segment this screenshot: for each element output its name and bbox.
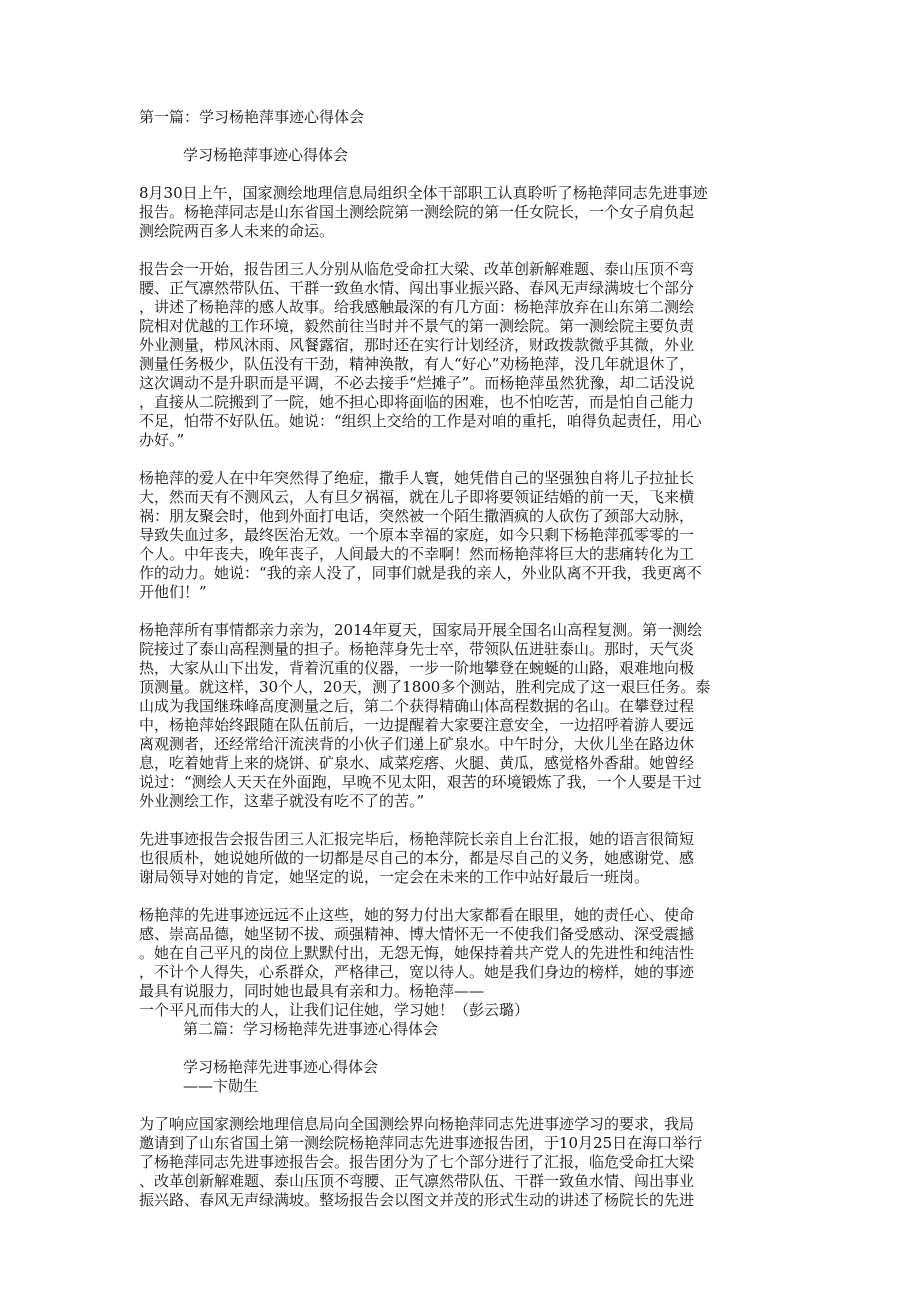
- part1-paragraph-1: [139, 184, 779, 241]
- paragraph-line: 息，吃着她背上来的烧饼、矿泉水、咸菜疙瘩、火腿、黄瓜，感觉格外香甜。她曾经: [139, 754, 695, 772]
- part2-paragraph-1: [139, 1115, 779, 1210]
- paragraph-line: 个人。中年丧夫，晚年丧子，人间最大的不幸啊！然而杨艳萍将巨大的悲痛转化为工: [139, 545, 695, 563]
- paragraph-line: 院接过了泰山高程测量的担子。杨艳萍身先士卒，带领队伍进驻泰山。那时，天气炎: [139, 640, 695, 658]
- paragraph-line: 邀请到了山东省国土第一测绘院杨艳萍同志先进事迹报告团，于10月25日在海口举行: [139, 1134, 703, 1152]
- paragraph-line: 杨艳萍的爱人在中年突然得了绝症，撒手人寰，她凭借自己的坚强独自将儿子拉扯长: [139, 469, 695, 487]
- paragraph-line: 作的动力。她说：“我的亲人没了，同事们就是我的亲人，外业队离不开我，我更离不: [139, 564, 702, 582]
- paragraph-line: 为了响应国家测绘地理信息局向全国测绘界向杨艳萍同志先进事迹学习的要求，我局: [139, 1115, 695, 1133]
- paragraph-line: 测绘院两百多人未来的命运。: [139, 222, 335, 240]
- document-page: [139, 108, 779, 1210]
- paragraph-line: 感、崇高品德，她坚韧不拔、顽强精神、博大情怀无一不使我们备受感动、深受震撼: [139, 925, 695, 943]
- part2-title: 学习杨艳萍先进事迹心得体会: [183, 1058, 379, 1076]
- paragraph-line: 杨艳萍所有事情都亲力亲为，2014年夏天，国家局开展全国名山高程复测。第一测绘: [139, 621, 703, 639]
- paragraph-line: 顶测量。就这样，30个人，20天，测了1800多个测站，胜利完成了这一艰巨任务。泰: [139, 678, 711, 696]
- paragraph-line: 8月30日上午，国家测绘地理信息局组织全体干部职工认真聆听了杨艳萍同志先进事迹: [139, 184, 708, 202]
- paragraph-line: 杨艳萍的先进事迹远远不止这些，她的努力付出大家都看在眼里，她的责任心、使命: [139, 906, 695, 924]
- part1-paragraph-4: [139, 621, 779, 811]
- paragraph-line: 振兴路、春风无声绿满坡。整场报告会以图文并茂的形式生动的讲述了杨院长的先进: [139, 1191, 695, 1209]
- paragraph-line: 中，杨艳萍始终跟随在队伍前后，一边提醒着大家要注意安全，一边招呼着游人要远: [139, 716, 695, 734]
- paragraph-line: ，讲述了杨艳萍的感人故事。给我感触最深的有几方面：杨艳萍放弃在山东第二测绘: [139, 298, 695, 316]
- paragraph-line: 了杨艳萍同志先进事迹报告会。报告团分为了七个部分进行了汇报，临危受命扛大梁: [139, 1153, 695, 1171]
- part1-paragraph-5: [139, 830, 779, 887]
- part1-heading: 第一篇：学习杨艳萍事迹心得体会: [139, 108, 365, 126]
- part2-heading: 第二篇：学习杨艳萍先进事迹心得体会: [183, 1020, 439, 1038]
- paragraph-line: 导致失血过多，最终医治无效。一个原本幸福的家庭，如今只剩下杨艳萍孤零零的一: [139, 526, 695, 544]
- part1-paragraph-2: [139, 260, 779, 450]
- paragraph-line: 开他们！”: [139, 583, 207, 601]
- paragraph-line: 最具有说服力，同时她也最具有亲和力。杨艳萍——: [139, 982, 485, 1000]
- paragraph-line: 祸：朋友聚会时，他到外面打电话，突然被一个陌生撒酒疯的人砍伤了颈部大动脉，: [139, 507, 695, 525]
- paragraph-line: 。她在自己平凡的岗位上默默付出，无怨无悔，她保持着共产党人的先进性和纯洁性: [139, 944, 695, 962]
- paragraph-line: 一个平凡而伟大的人，让我们记住她，学习她！（彭云璐）: [139, 1001, 530, 1019]
- paragraph-line: ，不计个人得失，心系群众，严格律己，宽以待人。她是我们身边的榜样，她的事迹: [139, 963, 695, 981]
- paragraph-line: 说过：“测绘人天天在外面跑，早晚不见太阳，艰苦的环境锻炼了我，一个人要是干过: [139, 773, 702, 791]
- paragraph-line: 先进事迹报告会报告团三人汇报完毕后，杨艳萍院长亲自上台汇报，她的语言很简短: [139, 830, 695, 848]
- paragraph-line: 测量任务极少，队伍没有干劲，精神涣散，有人“好心”劝杨艳萍，没几年就退休了，: [139, 355, 695, 373]
- paragraph-line: 外业测绘工作，这辈子就没有吃不了的苦。”: [139, 792, 425, 810]
- part1-title: 学习杨艳萍事迹心得体会: [183, 146, 349, 164]
- paragraph-line: 不足，怕带不好队伍。她说：“组织上交给的工作是对咱的重托，咱得负起责任，用心: [139, 412, 702, 430]
- part1-paragraph-3: [139, 469, 779, 602]
- paragraph-line: 办好。”: [139, 431, 185, 449]
- paragraph-line: 离观测者，还经常给汗流浃背的小伙子们递上矿泉水。中午时分，大伙儿坐在路边休: [139, 735, 695, 753]
- paragraph-line: 山成为我国继珠峰高度测量之后，第二个获得精确山体高程数据的名山。在攀登过程: [139, 697, 695, 715]
- paragraph-line: 腰、正气凛然带队伍、干群一致鱼水情、闯出事业振兴路、春风无声绿满坡七个部分: [139, 279, 695, 297]
- paragraph-line: 报告会一开始，报告团三人分别从临危受命扛大梁、改革创新解难题、泰山压顶不弯: [139, 260, 695, 278]
- paragraph-line: 、改革创新解难题、泰山压顶不弯腰、正气凛然带队伍、干群一致鱼水情、闯出事业: [139, 1172, 695, 1190]
- paragraph-line: 报告。杨艳萍同志是山东省国土测绘院第一测绘院的第一任女院长，一个女子肩负起: [139, 203, 695, 221]
- paragraph-line: ，直接从二院搬到了一院，她不担心即将面临的困难，也不怕吃苦，而是怕自己能力: [139, 393, 695, 411]
- paragraph-line: 大，然而天有不测风云，人有旦夕祸福，就在儿子即将要领证结婚的前一天，飞来横: [139, 488, 695, 506]
- part1-paragraph-6: [139, 906, 779, 1020]
- paragraph-line: 这次调动不是升职而是平调，不必去接手“烂摊子”。而杨艳萍虽然犹豫，却二话没说: [139, 374, 695, 392]
- paragraph-line: 院相对优越的工作环境，毅然前往当时并不景气的第一测绘院。第一测绘院主要负责: [139, 317, 695, 335]
- paragraph-line: 热，大家从山下出发，背着沉重的仪器，一步一阶地攀登在蜿蜒的山路，艰难地向极: [139, 659, 695, 677]
- paragraph-line: 也很质朴，她说她所做的一切都是尽自己的本分，都是尽自己的义务，她感谢党、感: [139, 849, 695, 867]
- paragraph-line: 外业测量，栉风沐雨、风餐露宿，那时还在实行计划经济，财政拨款微乎其微，外业: [139, 336, 695, 354]
- paragraph-line: 谢局领导对她的肯定，她坚定的说，一定会在未来的工作中站好最后一班岗。: [139, 868, 650, 886]
- part2-author: ——卞勋生: [183, 1077, 259, 1095]
